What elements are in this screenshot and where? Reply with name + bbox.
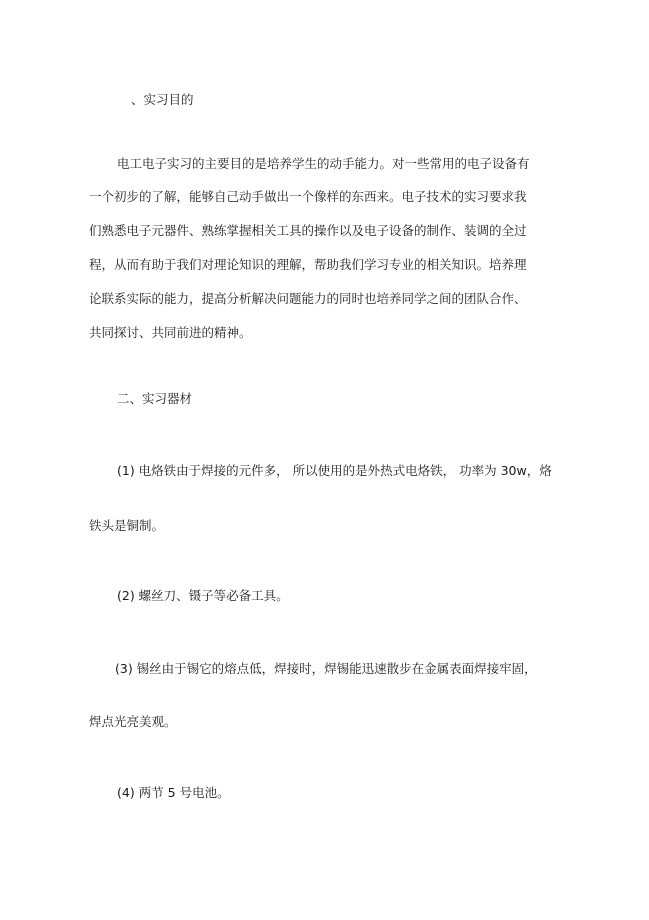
list-item-line: (3) 锡丝由于锡它的熔点低，焊接时，焊锡能迅速散步在金属表面焊接牢固， — [115, 661, 537, 676]
list-item-line: (2) 螺丝刀、镊子等必备工具。 — [117, 588, 289, 603]
paragraph-line: 共同探讨、共同前进的精神。 — [89, 325, 252, 340]
list-item-line: (1) 电烙铁由于焊接的元件多， 所以使用的是外热式电烙铁， 功率为 30w，烙 — [117, 463, 552, 478]
paragraph-line: 程，从而有助于我们对理论知识的理解，帮助我们学习专业的相关知识。培养理 — [89, 257, 527, 272]
list-item-line: (4) 两节 5 号电池。 — [117, 785, 230, 800]
paragraph-line: 论联系实际的能力，提高分析解决问题能力的同时也培养同学之间的团队合作、 — [89, 291, 527, 306]
section-heading-purpose: 、实习目的 — [131, 92, 194, 107]
paragraph-line: 一个初步的了解，能够自己动手做出一个像样的东西来。电子技术的实习要求我 — [89, 189, 527, 204]
section-heading-equipment: 二、实习器材 — [117, 391, 193, 406]
list-item-line: 铁头是铜制。 — [89, 518, 165, 533]
paragraph-line: 电工电子实习的主要目的是培养学生的动手能力。对一些常用的电子设备有 — [117, 156, 530, 171]
list-item-line: 焊点光亮美观。 — [89, 714, 177, 729]
paragraph-line: 们熟悉电子元器件、熟练掌握相关工具的操作以及电子设备的制作、装调的全过 — [89, 223, 527, 238]
